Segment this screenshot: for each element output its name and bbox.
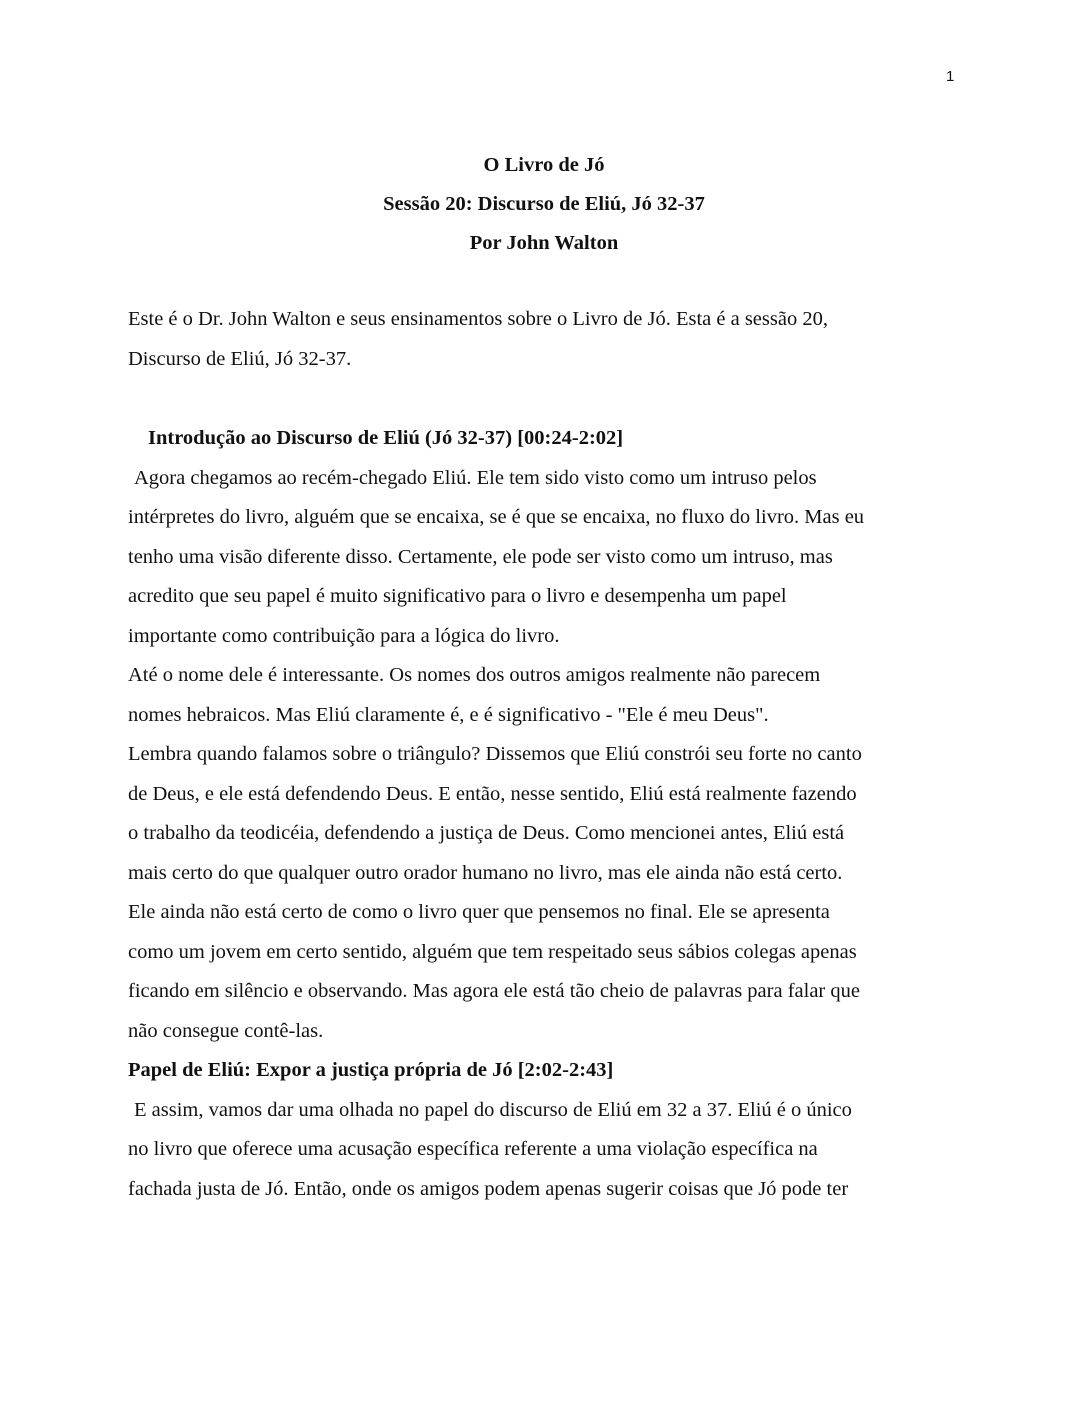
- paragraph-line: importante como contribuição para a lógica do livro.: [128, 624, 560, 647]
- paragraph-line: tenho uma visão diferente disso. Certamente, ele pode ser visto como um intruso, mas: [128, 545, 833, 568]
- paragraph-line: acredito que seu papel é muito significativo para o livro e desempenha um papel: [128, 585, 787, 607]
- paragraph-line: Agora chegamos ao recém-chegado Eliú. Ele tem sido visto como um intruso pelos: [134, 466, 817, 489]
- paragraph-line: ficando em silêncio e observando. Mas agora ele está tão cheio de palavras para falar que: [128, 980, 860, 1002]
- main-content: [128, 419, 958, 1209]
- paragraph-line: nomes hebraicos. Mas Eliú claramente é, e é significativo - "Ele é meu Deus".: [128, 703, 769, 726]
- page-number: 1: [946, 68, 955, 85]
- paragraph-line: Até o nome dele é interessante. Os nomes dos outros amigos realmente não parecem: [128, 664, 821, 686]
- intro-paragraph: [128, 300, 958, 379]
- paragraph-line: Ele ainda não está certo de como o livro quer que pensemos no final. Ele se apresenta: [128, 901, 830, 923]
- title-session: Sessão 20: Discurso de Eliú, Jó 32-37: [383, 193, 705, 215]
- section-heading-role: Papel de Eliú: Expor a justiça própria de Jó [2:02-2:43]: [128, 1059, 614, 1081]
- paragraph-line: E assim, vamos dar uma olhada no papel do discurso de Eliú em 32 a 37. Eliú é o único: [134, 1098, 852, 1121]
- title-book: O Livro de Jó: [483, 154, 605, 176]
- intro-line: Este é o Dr. John Walton e seus ensinamentos sobre o Livro de Jó. Esta é a sessão 20,: [128, 308, 828, 330]
- paragraph-line: Lembra quando falamos sobre o triângulo? Dissemos que Eliú constrói seu forte no canto: [128, 743, 862, 765]
- document-title: [0, 146, 1088, 263]
- paragraph-line: o trabalho da teodicéia, defendendo a justiça de Deus. Como mencionei antes, Eliú está: [128, 822, 845, 844]
- paragraph-line: intérpretes do livro, alguém que se encaixa, se é que se encaixa, no fluxo do livro. Mas eu: [128, 506, 865, 528]
- paragraph-line: no livro que oferece uma acusação específica referente a uma violação específica na: [128, 1138, 818, 1160]
- section-heading-intro: Introdução ao Discurso de Eliú (Jó 32-37) [00:24-2:02]: [148, 427, 624, 449]
- paragraph-line: como um jovem em certo sentido, alguém que tem respeitado seus sábios colegas apenas: [128, 940, 857, 963]
- intro-line: Discurso de Eliú, Jó 32-37.: [128, 347, 352, 370]
- paragraph-line: não consegue contê-las.: [128, 1019, 324, 1042]
- paragraph-line: mais certo do que qualquer outro orador humano no livro, mas ele ainda não está certo.: [128, 861, 843, 884]
- paragraph-line: fachada justa de Jó. Então, onde os amigos podem apenas sugerir coisas que Jó pode ter: [128, 1177, 849, 1200]
- title-author: Por John Walton: [469, 232, 619, 254]
- paragraph-line: de Deus, e ele está defendendo Deus. E então, nesse sentido, Eliú está realmente fazendo: [128, 782, 857, 805]
